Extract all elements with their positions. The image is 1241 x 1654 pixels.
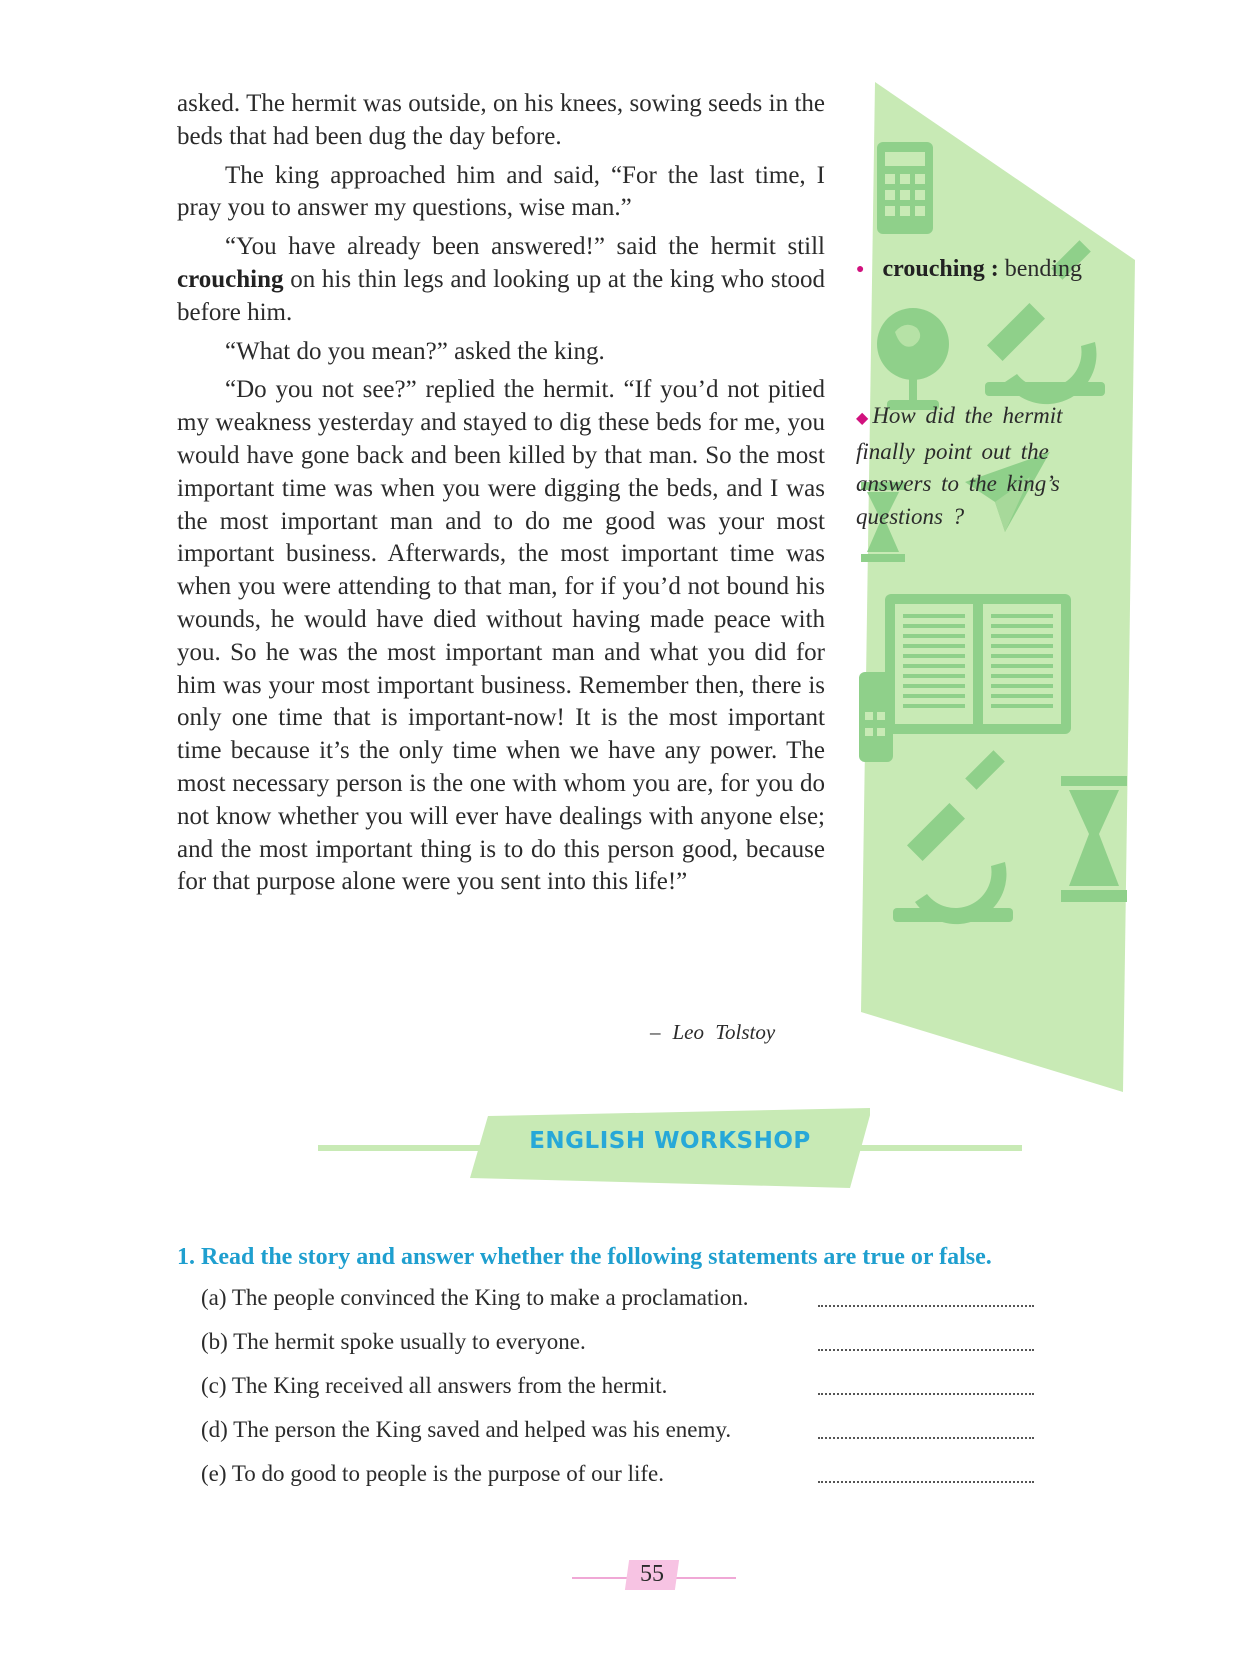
bullet-icon: ● xyxy=(856,262,865,278)
exercise-item xyxy=(201,1417,1037,1449)
answer-blank[interactable] xyxy=(818,1481,1034,1483)
story-paragraph: asked. The hermit was outside, on his knees, sowing seeds in the beds that had been dug the day before. xyxy=(177,90,825,150)
side-panel-graphic xyxy=(855,82,1135,1092)
story-paragraph: The king approached him and said, “For the last time, I pray you to answer my questions, wise man.” xyxy=(177,161,825,222)
side-question-text: How did the hermit finally point out the answers to the king’s questions ? xyxy=(856,403,1063,529)
glossary-entry xyxy=(856,256,1082,283)
paragraph-text: “You have already been answered!” said the hermit still xyxy=(225,233,825,261)
page-number: 55 xyxy=(640,1561,664,1587)
exercise-item xyxy=(201,1285,1037,1317)
page-rule-right xyxy=(676,1577,736,1579)
answer-blank[interactable] xyxy=(818,1349,1034,1351)
side-question xyxy=(856,400,1116,533)
statement-text: (c) The King received all answers from the hermit. xyxy=(201,1373,668,1398)
diamond-icon: ◆ xyxy=(856,410,869,427)
exercise-heading: 1. Read the story and answer whether the following statements are true or false. xyxy=(177,1244,992,1270)
statement-text: (b) The hermit spoke usually to everyone. xyxy=(201,1329,586,1354)
workshop-rule-left xyxy=(318,1145,483,1151)
calculator-icon xyxy=(877,142,933,234)
statement-text: (e) To do good to people is the purpose of our life. xyxy=(201,1461,664,1486)
workshop-rule-right xyxy=(855,1145,1022,1151)
glossary-separator: : xyxy=(990,256,999,282)
author-dash: – xyxy=(650,1020,661,1044)
answer-blank[interactable] xyxy=(818,1393,1034,1395)
statement-text: (d) The person the King saved and helped was his enemy. xyxy=(201,1417,732,1442)
workshop-title: ENGLISH WORKSHOP xyxy=(529,1128,811,1154)
statement-text: (a) The people convinced the King to make a proclamation. xyxy=(201,1285,749,1310)
answer-blank[interactable] xyxy=(818,1305,1034,1307)
book-icon xyxy=(885,594,1071,734)
story-paragraph: “What do you mean?” asked the king. xyxy=(225,337,605,365)
author-credit xyxy=(650,1020,775,1045)
side-panel xyxy=(855,82,1135,1092)
story-text xyxy=(177,88,825,905)
story-paragraph: “Do you not see?” replied the hermit. “If you’d not pitied my weakness yesterday and stayed to dig these beds for me, you would have gone back and been killed by that man. So the most important time was when you were digging the beds, and I was the most important man and to do me good was your most important business. Afterwards, the most important time was when you were attending to that man, for if you’d not bound his wounds, he would have died without having made peace with you. So he was the most important man and what you did for him was your most important business. Remember then, there is only one time that is important-now! It is the most important time because it’s the only time when we have any power. The most necessary person is the one with whom you are, for you do not know whether you will ever have dealings with anyone else; and the most important thing is to do this person good, because for that purpose alone were you sent into this life!” xyxy=(177,376,825,896)
glossary-term: crouching xyxy=(882,256,985,282)
page-rule-left xyxy=(572,1577,632,1579)
story-paragraph xyxy=(177,231,825,329)
calculator-icon-small xyxy=(859,672,893,762)
glossary-meaning: bending xyxy=(1004,256,1083,282)
exercise-item xyxy=(201,1373,1037,1405)
answer-blank[interactable] xyxy=(818,1437,1034,1439)
exercise-item xyxy=(201,1329,1037,1361)
paragraph-text: on his thin legs and looking up at the king who stood before him. xyxy=(177,265,825,326)
author-name: Leo Tolstoy xyxy=(672,1020,776,1044)
exercise-item xyxy=(201,1461,1037,1493)
glossary-word: crouching xyxy=(177,265,284,293)
